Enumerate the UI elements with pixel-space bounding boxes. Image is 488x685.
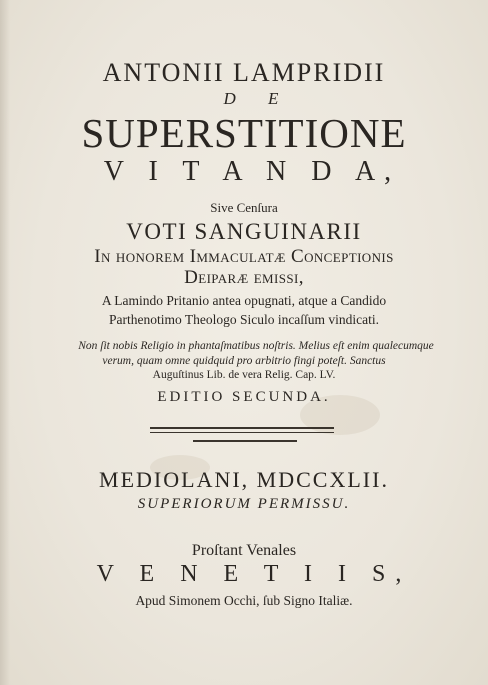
edition-statement: EDITIO SECUNDA. bbox=[157, 389, 331, 405]
divider-rule bbox=[150, 432, 334, 433]
subtitle-line-2: Deiparæ emissi, bbox=[184, 267, 304, 288]
description-line-2: Parthenotimo Theologo Siculo incaſſum vindicati. bbox=[108, 312, 380, 327]
divider-rule bbox=[150, 427, 334, 429]
imprint-place-date: MEDIOLANI, MDCCXLII. bbox=[99, 467, 389, 492]
epigraph-line-2: verum, quam omne quidquid pro arbitrio fingi poteſt. Sanctus bbox=[102, 355, 386, 367]
title-third-line: VOTI SANGUINARII bbox=[126, 219, 362, 244]
divider-rule bbox=[193, 440, 297, 442]
epigraph-line-1: Non ſit nobis Religio in phantaſmatibus noſtris. Melius eſt enim qualecumque bbox=[78, 340, 434, 352]
sive-line: Sive Cenſura bbox=[210, 200, 278, 215]
title-second-line: V I T A N D A, bbox=[103, 156, 401, 187]
city-line: V E N E T I I S, bbox=[96, 561, 412, 587]
permission-line: SUPERIORUM PERMISSU. bbox=[137, 496, 351, 512]
description-line-1: A Lamindo Pritanio antea opugnati, atque a Candido bbox=[101, 293, 387, 308]
sold-line: Proſtant Venales bbox=[191, 542, 297, 559]
printer-line: Apud Simonem Occhi, ſub Signo Italiæ. bbox=[135, 593, 353, 608]
epigraph-line-3: Auguſtinus Lib. de vera Relig. Cap. LV. bbox=[152, 369, 336, 381]
author-name: ANTONII LAMPRIDII bbox=[102, 58, 386, 87]
main-title: SUPERSTITIONE bbox=[81, 110, 407, 156]
subtitle-line-1: In honorem Immaculatæ Conceptionis bbox=[94, 246, 394, 267]
preposition: D E bbox=[223, 89, 293, 108]
